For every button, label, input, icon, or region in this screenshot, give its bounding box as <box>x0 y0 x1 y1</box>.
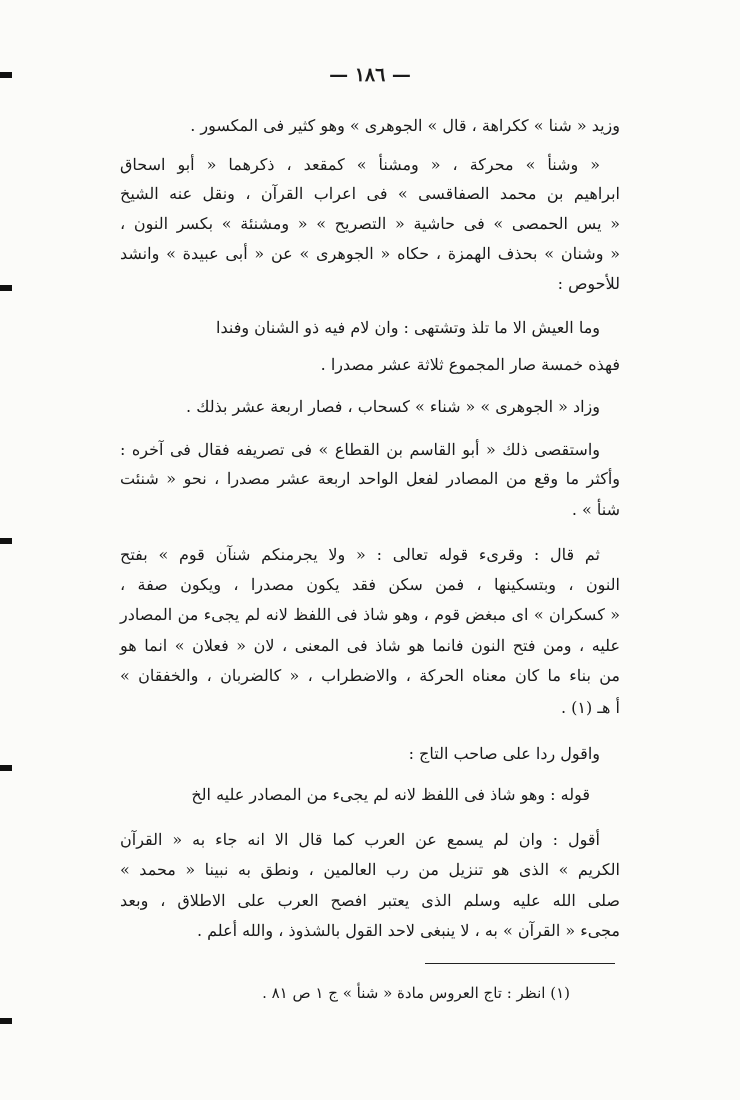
text-line: أقول : وان لم يسمع عن العرب كما قال الا انه جاء به « القرآن <box>120 830 600 849</box>
scan-edge-mark <box>0 538 12 544</box>
text-line: شنأ » . <box>571 500 620 519</box>
text-line: وزيد « شنا » ككراهة ، قال » الجوهرى » وهو كثير فى المكسور . <box>190 116 620 135</box>
text-line: « كسكران » اى مبغض قوم ، وهو شاذ فى اللفظ لانه لم يجىء من المصادر <box>120 605 620 624</box>
page-number: — ١٨٦ — <box>329 64 411 86</box>
scan-edge-mark <box>0 765 12 771</box>
footnote: (١) انظر : تاج العروس مادة « شنأ » ج ١ ص ٨١ . <box>262 984 570 1002</box>
text-line: الكريم » الذى هو تنزيل من رب العالمين ، ونطق به نبينا « محمد » <box>120 860 620 879</box>
text-line: عليه ، ومن فتح النون فانما هو شاذ فى المعنى ، لان « فعلان » انما هو <box>120 636 620 655</box>
text-line: صلى الله عليه وسلم الذى يعتبر افصح العرب على الاطلاق ، وبعد <box>120 891 620 910</box>
text-line: « وشنأ » محركة ، « ومشنأ » كمقعد ، ذكرهما « أبو اسحاق <box>120 155 600 174</box>
scan-edge-mark <box>0 1018 12 1024</box>
text-line: واقول ردا على صاحب التاج : <box>408 744 600 763</box>
text-line: أ هـ (١) . <box>561 698 620 717</box>
text-line: فهذه خمسة صار المجموع ثلاثة عشر مصدرا . <box>320 355 620 374</box>
footnote-separator <box>425 963 615 964</box>
text-line: وزاد « الجوهرى » « شناء » كسحاب ، فصار اربعة عشر بذلك . <box>186 397 600 416</box>
text-line: ابراهيم بن محمد الصفاقسى » فى اعراب القرآن ، ونقل عنه الشيخ <box>120 184 620 203</box>
verse-line: وما العيش الا ما تلذ وتشتهى : وان لام فيه ذو الشنان وفندا <box>216 318 600 337</box>
text-line: واستقصى ذلك « أبو القاسم بن القطاع » فى تصريفه فقال فى آخره : <box>120 440 600 459</box>
text-line: ثم قال : وقرىء قوله تعالى : « ولا يجرمنكم شنآن قوم » بفتح <box>120 545 600 564</box>
text-line: قوله : وهو شاذ فى اللفظ لانه لم يجىء من المصادر عليه الخ <box>191 785 590 804</box>
text-line: للأحوص : <box>557 274 620 293</box>
text-line: من بناء ما كان معناه الحركة ، والاضطراب ، « كالضربان ، والخفقان » <box>120 666 620 685</box>
text-line: وأكثر ما وقع من المصادر لفعل الواحد اربعة عشر مصدرا ، نحو « شنئت <box>120 469 620 488</box>
text-line: « وشنان » بحذف الهمزة ، حكاه « الجوهرى » عن « أبى عبيدة » وانشد <box>120 244 620 263</box>
scan-edge-mark <box>0 285 12 291</box>
text-line: مجىء « القرآن » به ، لا ينبغى لاحد القول بالشذوذ ، والله أعلم . <box>196 921 620 940</box>
text-line: النون ، وبتسكينها ، فمن سكن فقد يكون مصدرا ، ويكون صفة ، <box>120 575 620 594</box>
text-line: « يس الحمصى » فى حاشية « التصريح » « ومشنئة » بكسر النون ، <box>120 214 620 233</box>
